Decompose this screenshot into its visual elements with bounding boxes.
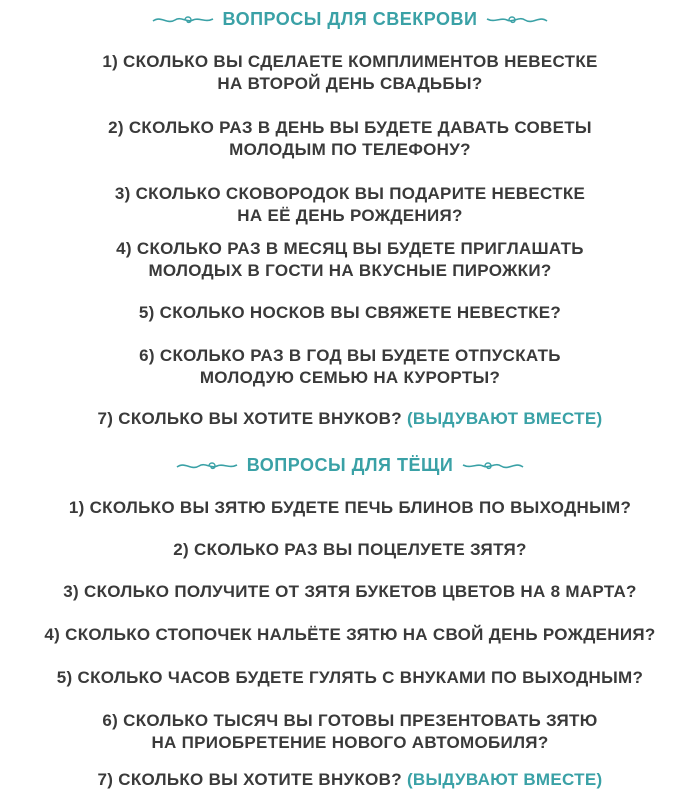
flourish-left-icon [175, 459, 241, 473]
question-item [0, 302, 700, 324]
flourish-left-icon [151, 13, 217, 27]
question-item [0, 667, 700, 689]
question-accent: (ВЫДУВАЮТ ВМЕСТЕ) [406, 409, 603, 428]
question-item [0, 238, 700, 282]
question-line: 2) СКОЛЬКО РАЗ ВЫ ПОЦЕЛУЕТЕ ЗЯТЯ? [173, 540, 527, 559]
question-item [0, 624, 700, 646]
flourish-right-icon [459, 459, 525, 473]
question-line: 3) СКОЛЬКО ПОЛУЧИТЕ ОТ ЗЯТЯ БУКЕТОВ ЦВЕТОВ НА 8 МАРТА? [63, 582, 637, 601]
question-item [0, 581, 700, 603]
section1-title: ВОПРОСЫ ДЛЯ СВЕКРОВИ [222, 9, 478, 29]
section2-title: ВОПРОСЫ ДЛЯ ТЁЩИ [246, 455, 454, 475]
question-item [0, 769, 700, 791]
question-line: 1) СКОЛЬКО ВЫ ЗЯТЮ БУДЕТЕ ПЕЧЬ БЛИНОВ ПО ВЫХОДНЫМ? [68, 498, 632, 517]
question-line: 4) СКОЛЬКО РАЗ В МЕСЯЦ ВЫ БУДЕТЕ ПРИГЛАШАТЬ [116, 239, 584, 258]
question-line: 1) СКОЛЬКО ВЫ СДЕЛАЕТЕ КОМПЛИМЕНТОВ НЕВЕСТКЕ [102, 52, 598, 71]
question-line: 4) СКОЛЬКО СТОПОЧЕК НАЛЬЁТЕ ЗЯТЮ НА СВОЙ ДЕНЬ РОЖДЕНИЯ? [44, 625, 656, 644]
question-line: 6) СКОЛЬКО ТЫСЯЧ ВЫ ГОТОВЫ ПРЕЗЕНТОВАТЬ ЗЯТЮ [102, 711, 598, 730]
question-line: 2) СКОЛЬКО РАЗ В ДЕНЬ ВЫ БУДЕТЕ ДАВАТЬ СОВЕТЫ [108, 118, 592, 137]
question-line: 5) СКОЛЬКО НОСКОВ ВЫ СВЯЖЕТЕ НЕВЕСТКЕ? [138, 303, 562, 322]
question-line: НА ПРИОБРЕТЕНИЕ НОВОГО АВТОМОБИЛЯ? [151, 733, 549, 752]
question-line: 5) СКОЛЬКО ЧАСОВ БУДЕТЕ ГУЛЯТЬ С ВНУКАМИ ПО ВЫХОДНЫМ? [56, 668, 644, 687]
question-line: 7) СКОЛЬКО ВЫ ХОТИТЕ ВНУКОВ? [97, 770, 402, 789]
flourish-right-icon [483, 13, 549, 27]
question-line: 3) СКОЛЬКО СКОВОРОДОК ВЫ ПОДАРИТЕ НЕВЕСТКЕ [114, 184, 586, 203]
question-item [0, 51, 700, 95]
question-line: НА ВТОРОЙ ДЕНЬ СВАДЬБЫ? [217, 74, 483, 93]
question-line: НА ЕЁ ДЕНЬ РОЖДЕНИЯ? [237, 206, 463, 225]
section2-heading [0, 455, 700, 476]
question-item [0, 117, 700, 161]
question-item [0, 408, 700, 430]
question-item [0, 345, 700, 389]
question-line: МОЛОДЫХ В ГОСТИ НА ВКУСНЫЕ ПИРОЖКИ? [148, 261, 552, 280]
question-item [0, 183, 700, 227]
section1-heading [0, 9, 700, 30]
question-line: 6) СКОЛЬКО РАЗ В ГОД ВЫ БУДЕТЕ ОТПУСКАТЬ [139, 346, 561, 365]
question-item [0, 497, 700, 519]
question-line: МОЛОДЫМ ПО ТЕЛЕФОНУ? [229, 140, 471, 159]
question-line: 7) СКОЛЬКО ВЫ ХОТИТЕ ВНУКОВ? [97, 409, 402, 428]
question-item [0, 539, 700, 561]
question-accent: (ВЫДУВАЮТ ВМЕСТЕ) [406, 770, 603, 789]
question-line: МОЛОДУЮ СЕМЬЮ НА КУРОРТЫ? [199, 368, 501, 387]
question-item [0, 710, 700, 754]
